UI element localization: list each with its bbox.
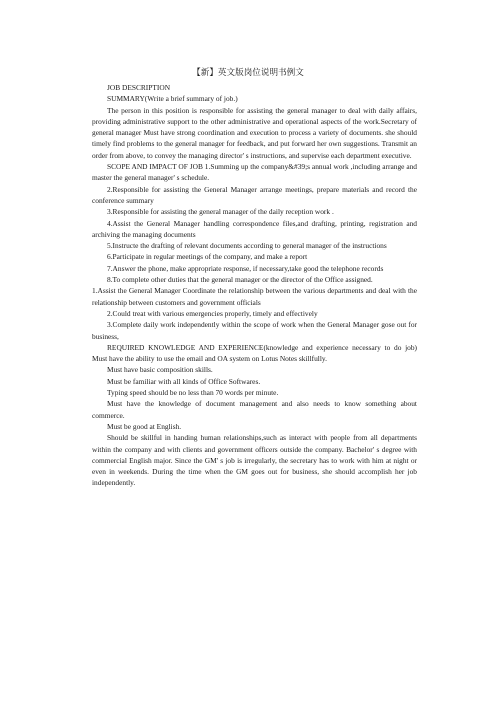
paragraph: 8.To complete other duties that the general manager or the director of the Office assigned. xyxy=(107,275,373,285)
paragraph: REQUIRED KNOWLEDGE AND EXPERIENCE(knowledge and experience necessary to do job) Must have the ability to use the email and OA system on Lotus Notes skillfully. xyxy=(92,342,417,364)
paragraph: 2.Could treat with various emergencies properly, timely and effectively xyxy=(107,308,318,318)
document-title: 【新】英文版岗位说明书例文 xyxy=(192,68,304,78)
paragraph: SUMMARY(Write a brief summary of job.) xyxy=(107,94,238,104)
paragraph: Must have basic composition skills. xyxy=(107,365,213,375)
paragraph: Should be skillful in handing human relationships,such as interact with people from all departments within the company and with clients and government officers outside the company. Bachelor' s degree with commercial English major. Since the GM' s job is irregularly, the secretary has to work with him at night or even in weekends. During the time when the GM goes out for business, she should accomplish her job independently. xyxy=(92,433,417,488)
paragraph: Must be familiar with all kinds of Office Softwares. xyxy=(107,376,261,386)
paragraph: 5.Instructe the drafting of relevant documents according to general manager of the instructions xyxy=(107,241,387,251)
paragraph: The person in this position is responsible for assisting the general manager to deal with daily affairs, providing administrative support to the other administrative and operational aspects of the work.Secretary of general manager Must have strong coordination and execution to process a variety of documents. she should timely find problems to the general manager for feedback, and put forward her own suggestions. Transmit an order from above, to convey the managing director' s instructions, and supervise each department executive. xyxy=(92,105,417,160)
paragraph: 2.Responsible for assisting the General Manager arrange meetings, prepare materials and record the conference summary xyxy=(92,184,417,205)
paragraph: Must have the knowledge of document management and also needs to know something about commerce. xyxy=(92,399,417,420)
paragraph: Must be good at English. xyxy=(107,421,182,431)
document-body xyxy=(92,82,417,489)
paragraph: 4.Assist the General Manager handling correspondence files,and drafting, printing, registration and archiving the managing documents xyxy=(92,218,417,239)
paragraph: 1.Assist the General Manager Coordinate the relationship between the various departments and deal with the relationship between customers and government officials xyxy=(92,286,417,307)
paragraph: 7.Answer the phone, make appropriate response, if necessary,take good the telephone records xyxy=(107,263,384,273)
paragraph: SCOPE AND IMPACT OF JOB 1.Summing up the company&#39;s annual work ,including arrange and master the general manager' s schedule. xyxy=(92,162,417,183)
paragraph: 3.Responsible for assisting the general manager of the daily reception work . xyxy=(107,207,334,217)
paragraph: Typing speed should be no less than 70 words per minute. xyxy=(107,388,279,398)
paragraph: JOB DESCRIPTION xyxy=(107,83,171,92)
paragraph: 6.Participate in regular meetings of the company, and make a report xyxy=(107,252,308,262)
paragraph: 3.Complete daily work independently within the scope of work when the General Manager gose out for business, xyxy=(92,320,417,341)
